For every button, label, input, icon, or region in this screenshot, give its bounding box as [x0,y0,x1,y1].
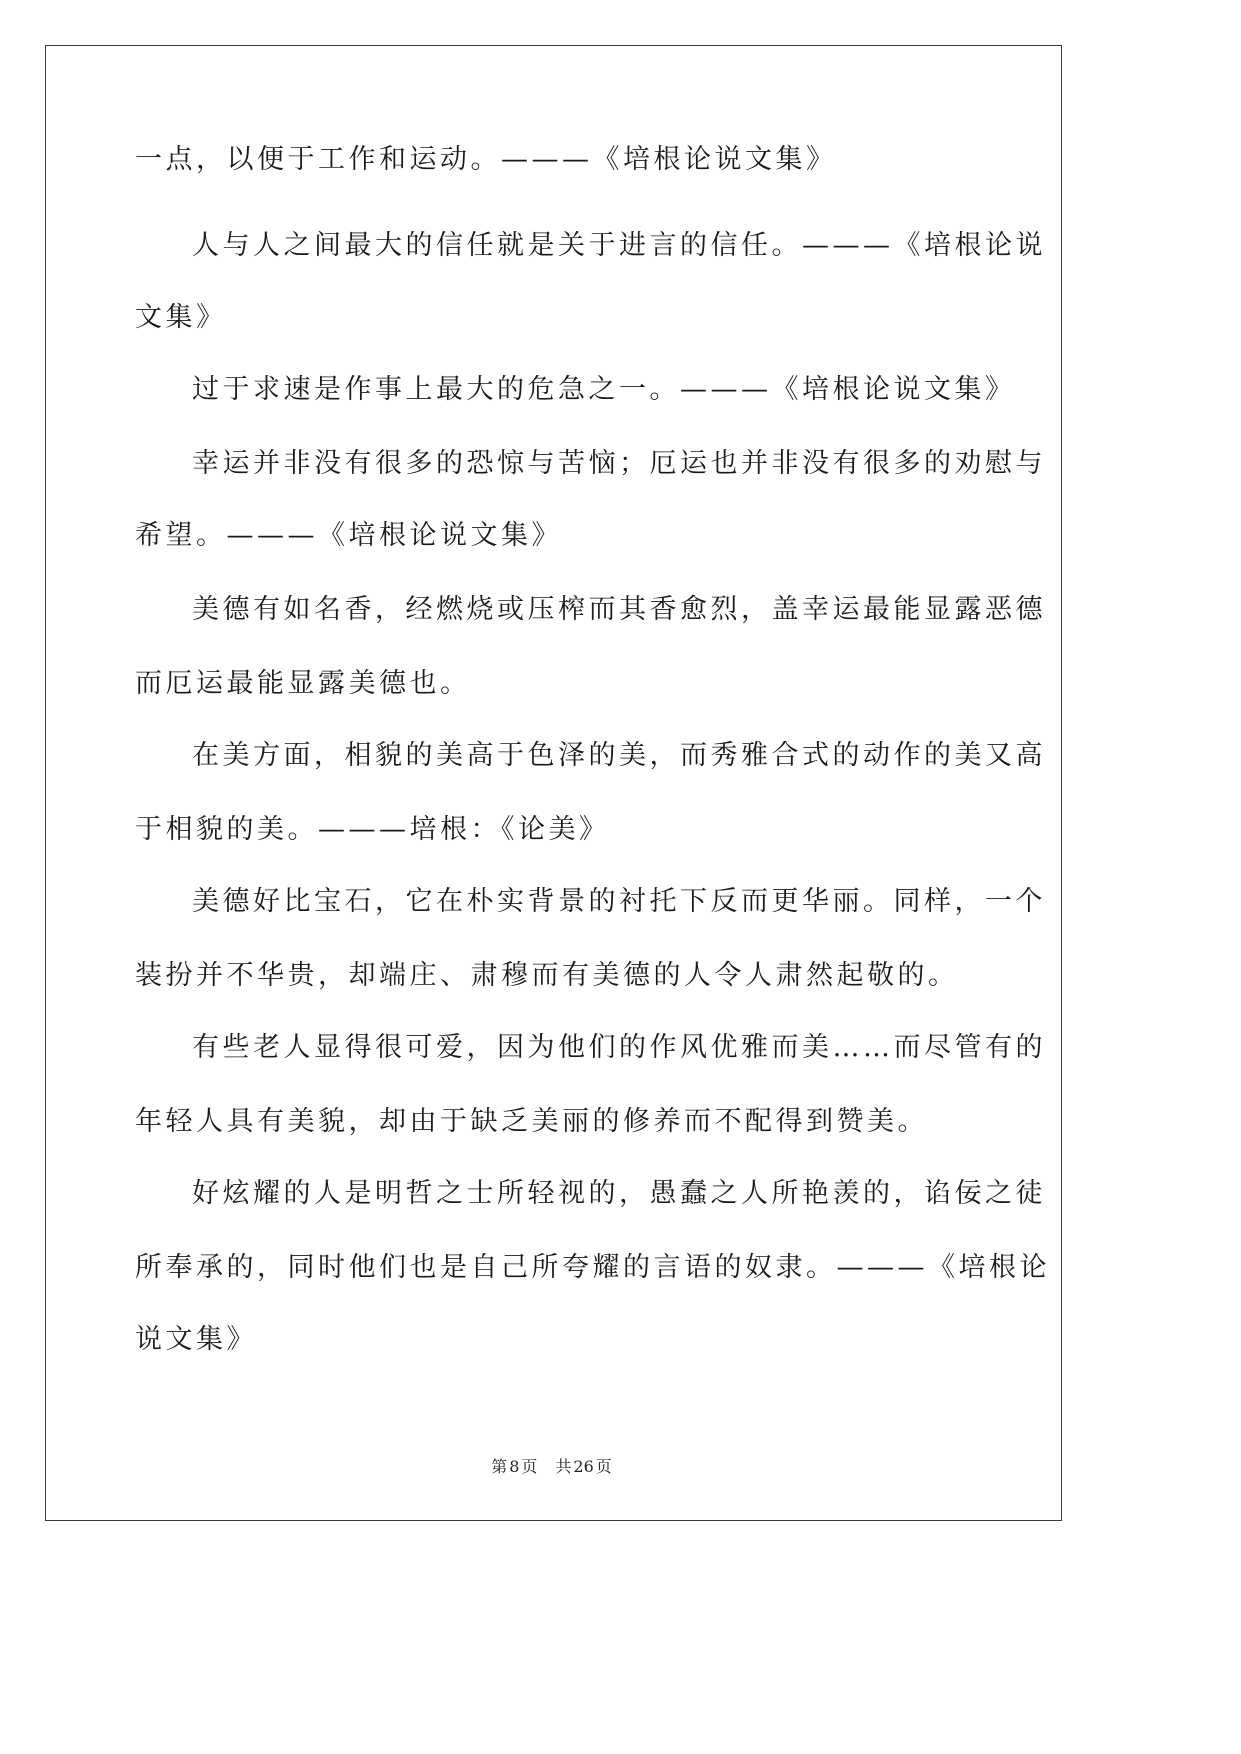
text-line: 而厄运最能显露美德也。 [135,668,471,699]
total-pages: 26 [573,1457,594,1476]
text-line: 说文集》 [135,1324,257,1355]
page-border [45,45,1062,1521]
page-footer [0,1454,1103,1477]
text-line: 文集》 [135,302,227,333]
page-number: 8 [509,1457,520,1476]
text-line: 在美方面，相貌的美高于色泽的美，而秀雅合式的动作的美又高 [192,740,1046,771]
total-suffix: 页 [595,1457,612,1476]
text-line: 美德好比宝石，它在朴实背景的衬托下反而更华丽。同样，一个 [192,886,1046,917]
text-line: 幸运并非没有很多的恐惊与苦恼；厄运也并非没有很多的劝慰与 [192,448,1046,479]
total-prefix: 共 [555,1457,572,1476]
text-line: 人与人之间最大的信任就是关于进言的信任。———《培根论说 [192,230,1046,261]
text-line: 一点，以便于工作和运动。———《培根论说文集》 [135,144,837,175]
text-line: 于相貌的美。———培根：《论美》 [135,814,610,845]
text-line: 有些老人显得很可爱，因为他们的作风优雅而美……而尽管有的 [192,1032,1046,1063]
text-line: 所奉承的，同时他们也是自己所夸耀的言语的奴隶。———《培根论 [135,1252,1050,1283]
text-line: 装扮并不华贵，却端庄、肃穆而有美德的人令人肃然起敬的。 [135,960,959,991]
page-prefix: 第 [491,1457,508,1476]
text-line: 好炫耀的人是明哲之士所轻视的，愚蠢之人所艳羡的，谄佞之徒 [192,1178,1046,1209]
text-line: 希望。———《培根论说文集》 [135,520,562,551]
text-line: 过于求速是作事上最大的危急之一。———《培根论说文集》 [192,374,1016,405]
text-line: 年轻人具有美貌，却由于缺乏美丽的修养而不配得到赞美。 [135,1106,928,1137]
page-suffix: 页 [521,1457,538,1476]
text-line: 美德有如名香，经燃烧或压榨而其香愈烈，盖幸运最能显露恶德 [192,594,1046,625]
